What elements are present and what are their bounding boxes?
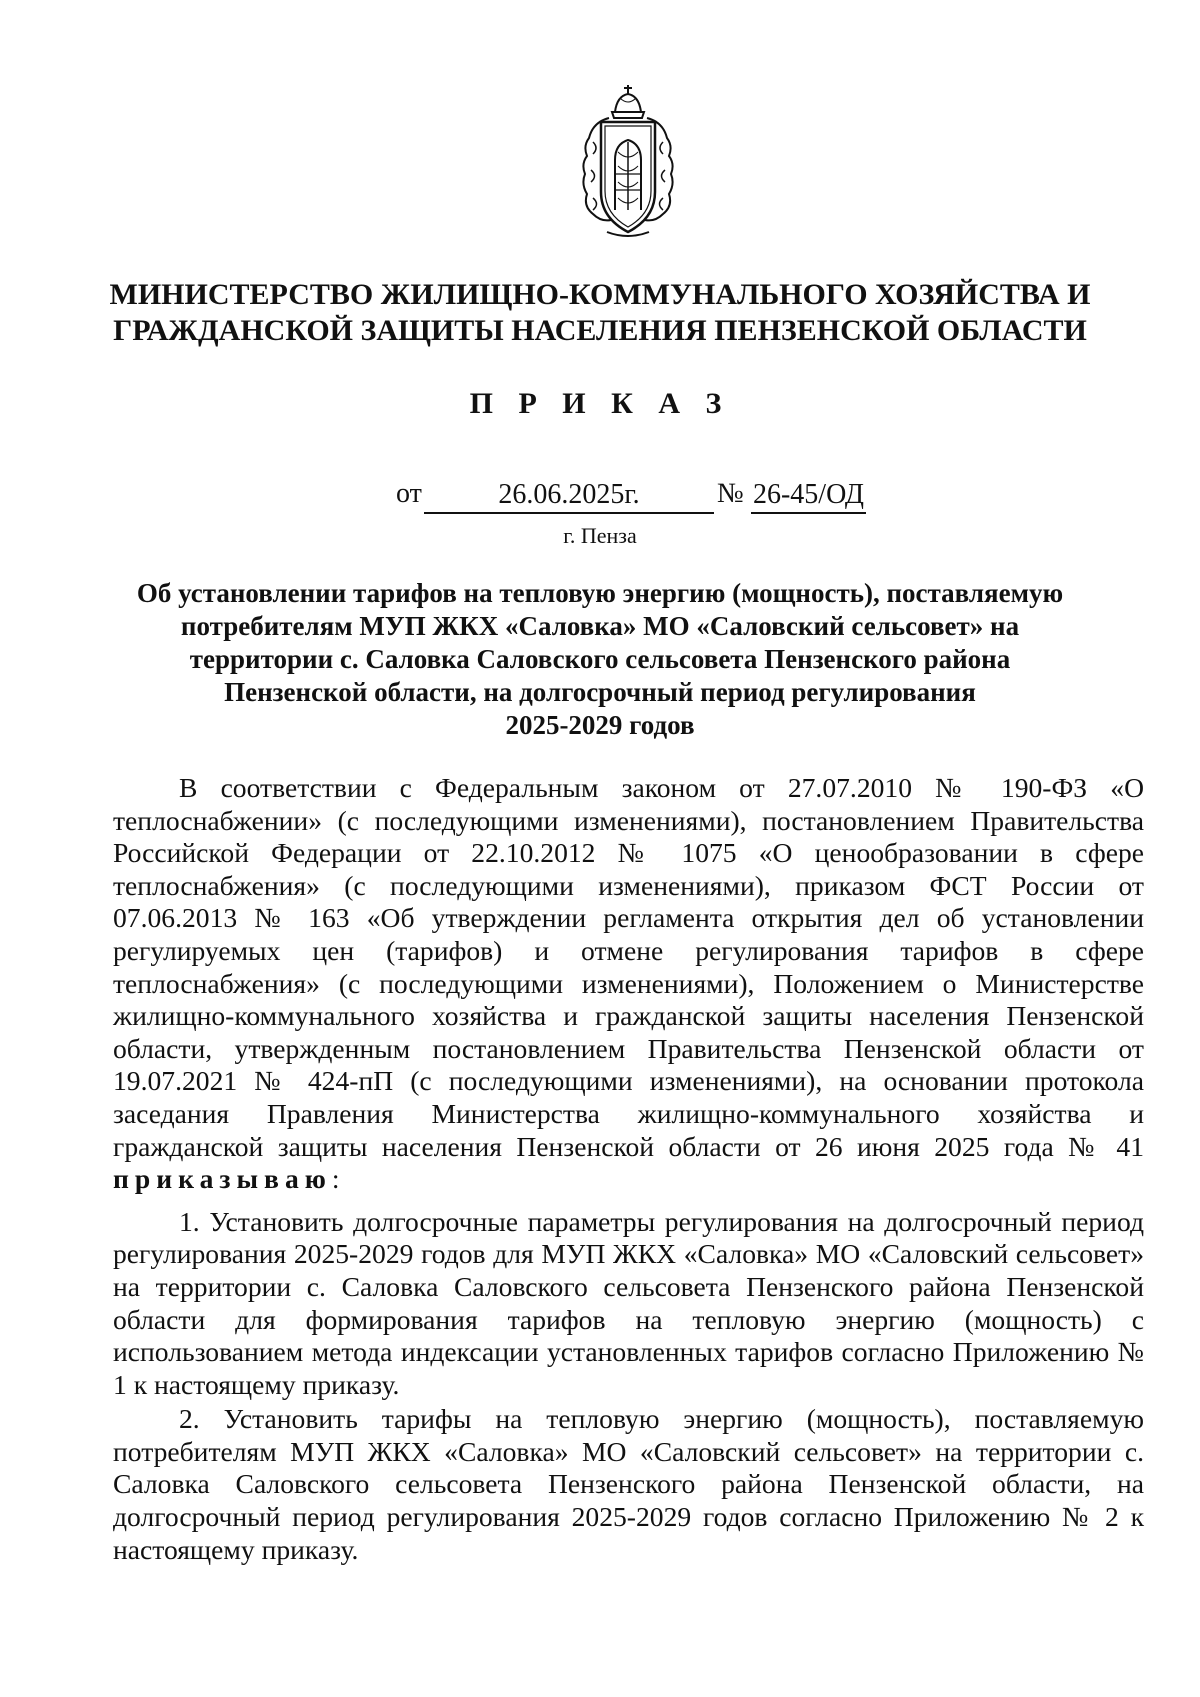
order-item-2: 2. Установить тарифы на тепловую энергию (мощность), поставляемую потребителям МУП ЖКХ «Саловка» МО «Саловский сельсовет» на территории с. Саловка Саловского сельсовета Пензенского района Пензенской области, на долгосрочный период регулирования 2025-2029 годов согласно Приложению № 2 к настоящему приказу. (113, 1403, 1144, 1565)
order-item-1: 1. Установить долгосрочные параметры регулирования на долгосрочный период регулирования 2025-2029 годов для МУП ЖКХ «Саловка» МО «Саловский сельсовет» на территории с. Саловка Саловского сельсовета Пензенского района Пензенской области для формирования тарифов на тепловую энергию (мощность) с использованием метода индексации установленных тарифов согласно Приложению № 1 к настоящему приказу. (113, 1205, 1144, 1400)
penza-oblast-coat-of-arms-icon (571, 82, 685, 238)
order-verb: приказываю (113, 1163, 332, 1195)
preamble-paragraph (113, 772, 1144, 1196)
ministry-heading-line-1: МИНИСТЕРСТВО ЖИЛИЩНО-КОММУНАЛЬНОГО ХОЗЯЙСТВА И (109, 278, 1091, 311)
order-body (113, 772, 1144, 1566)
subject-line-2: потребителям МУП ЖКХ «Саловка» МО «Саловский сельсовет» на (180, 611, 1020, 641)
order-date: 26.06.2025г. (424, 478, 714, 514)
date-prefix: от (396, 478, 422, 509)
subject-line-3: территории с. Саловка Саловского сельсовета Пензенского района (189, 644, 1011, 674)
ministry-heading-line-2: ГРАЖДАНСКОЙ ЗАЩИТЫ НАСЕЛЕНИЯ ПЕНЗЕНСКОЙ ОБЛАСТИ (113, 314, 1087, 347)
order-date-number-line (0, 478, 1200, 518)
number-sign: № (717, 478, 744, 509)
order-verb-colon: : (331, 1163, 340, 1195)
preamble-text: В соответствии с Федеральным законом от 27.07.2010 № 190-ФЗ «О теплоснабжении» (с последующими изменениями), постановлением Правительства Российской Федерации от 22.10.2012 № 1075 «О ценообразовании в сфере теплоснабжения» (с последующими изменениями), приказом ФСТ России от 07.06.2013 № 163 «Об утверждении регламента открытия дел об установлении регулируемых цен (тарифов) и отмене регулирования тарифов в сфере теплоснабжения» (с последующими изменениями), Положением о Министерстве жилищно-коммунального хозяйства и гражданской защиты населения Пензенской области, утвержденным постановлением Правительства Пензенской области от 19.07.2021 № 424-пП (с последующими изменениями), на основании протокола заседания Правления Министерства жилищно-коммунального хозяйства и гражданской защиты населения Пензенской области от 26 июня 2025 года № 41 (113, 772, 1144, 1162)
subject-line-4: Пензенской области, на долгосрочный период регулирования (224, 677, 976, 707)
subject-line-5: 2025-2029 годов (505, 710, 695, 740)
subject-line-1: Об установлении тарифов на тепловую энергию (мощность), поставляемую (136, 578, 1064, 608)
order-number: 26-45/ОД (751, 478, 866, 514)
document-type-title: П Р И К А З (469, 387, 731, 420)
ministry-heading (100, 277, 1100, 349)
city-name: г. Пенза (563, 523, 637, 548)
order-subject (130, 577, 1070, 742)
